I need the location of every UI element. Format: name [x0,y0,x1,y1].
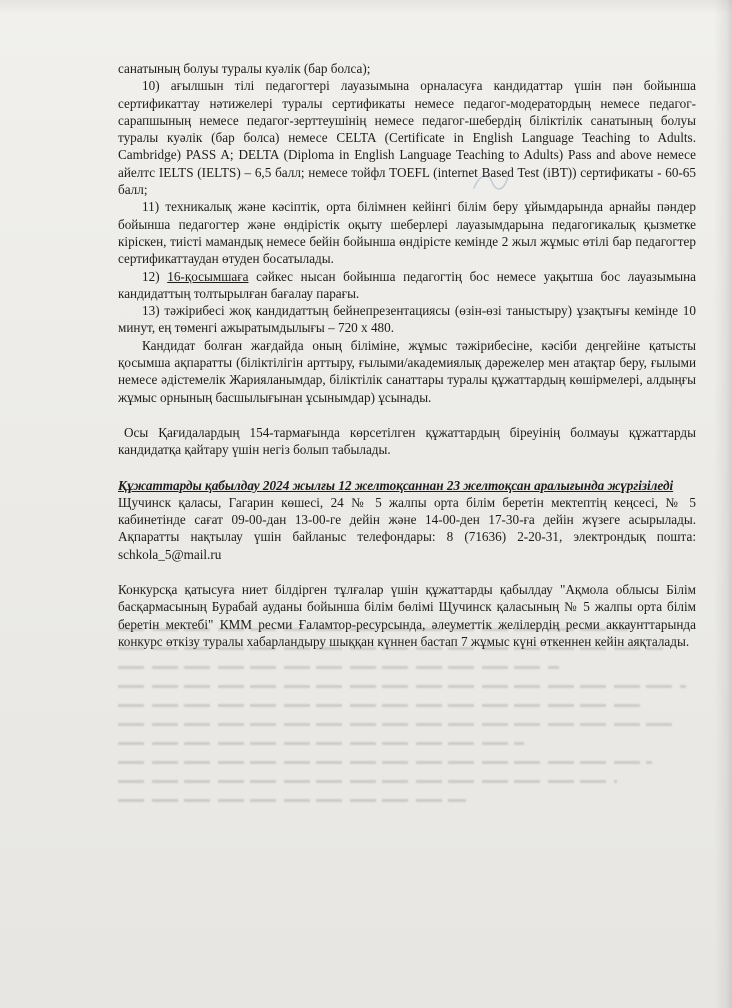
paragraph-item-13: 13) тәжірибесі жоқ кандидаттың бейнепрезентациясы (өзін-өзі таныстыру) ұзақтығы кемінде 10 минут, ең төменгі ажыратымдылығы – 720 x 480. [118,303,696,336]
paragraph-item-10: 10) ағылшын тілі педагогтері лауазымына орналасуға кандидаттар үшін пән бойынша сертификаттау нәтижелері туралы сертификаты немесе педагог-модератордың немесе педагог-сарапшының немесе педагог-зерттеушінің немесе педагог-шебердің біліктілік санатының болуы туралы куәлік (бар болса) немесе CELTA (Certificate in English Language Teaching to Adults. Cambridge) PASS A; DELTA (Diploma in English Language Teaching to Adults) Pass and above немесе айелтс IELTS (IELTS) – 6,5 балл; немесе тойфл TOEFL (internet Based Test (iBT)) сертификаты - 60-65 балл; [118,78,696,198]
spacer [118,459,696,477]
item-12-number: 12) [142,268,168,284]
spacer [118,406,696,424]
paragraph-konkurs-deadline: Конкурсқа қатысуға ниет білдірген тұлғалар үшін құжаттарды қабылдау "Ақмола облысы Білім басқармасының Бурабай ауданы бойынша білім бөлімі Щучинск қаласының № 5 жалпы орта білім беретін мектебі" КММ ресми Ғаламтор-ресурсында, әлеуметтік желілердің ресми аккаунттарында конкурс өткізу туралы хабарландыру шыққан күннен бастап 7 жұмыс күні өткеннен кейін аяқталады. [118,582,696,649]
paragraph-rules-154: Осы Қағидалардың 154-тармағында көрсетілген құжаттардың біреуінің болмауы құжаттарды кандидатқа қайтару үшін негіз болып табылады. [118,424,696,458]
section-heading-documents-dates: Құжаттарды қабылдау 2024 жылғы 12 желтоқсаннан 23 желтоқсан аралығында жүргізіледі [118,477,674,493]
spacer [118,563,696,581]
item-12-text: сәйкес нысан бойынша педагогтің бос немесе уақытша бос лауазымына кандидаттың толтырылған бағалау парағы. [118,268,696,301]
paragraph-item-12 [118,268,696,303]
appendix-16-link[interactable]: 16-қосымшаға [167,268,249,284]
show-through-text [118,628,698,928]
scan-shadow-right [714,0,732,1008]
scan-shadow-top [0,0,732,14]
paragraph-candidate-info: Кандидат болған жағдайда оның біліміне, жұмыс тәжірибесіне, кәсіби деңгейіне қатысты қосымша ақпаратты (біліктілігін арттыру, ғылыми/академиялық дәрежелер мен атақтар беру, ғылыми немесе әдістемелік Жарияланымдар, біліктілік санаттары туралы құжаттардың көшірмелері, алдыңғы жұмыс орнының басшылығынан ұсынымдар) ұсынады. [118,337,696,405]
paragraph-address-contacts: Щучинск қаласы, Гагарин көшесі, 24 № 5 жалпы орта білім беретін мектептің кеңсесі, № 5 кабинетінде сағат 09-00-дан 13-00-ге дейін және 14-00-ден 17-30-ға дейін жүзеге асырылады. Ақпаратты нақтылау үшін байланыс телефондары: 8 (71636) 2-20-31, электрондық пошта: schkola_5@mail.ru [118,494,696,562]
paragraph-item-11: 11) техникалық және кәсіптік, орта білімнен кейінгі білім беру ұйымдарында арнайы пәндер бойынша педагогтер және өндірістік оқыту шеберлері лауазымдарына педагогикалық қызметке кіріскен, тиісті мамандық немесе бейін бойынша өндірісте кемінде 2 жыл жұмыс өтілі бар педагогтер сертификаттаудан өтуден босатылады. [118,199,696,267]
paragraph-category-cert: санатының болуы туралы куәлік (бар болса); [118,61,371,76]
document-body [118,60,696,650]
